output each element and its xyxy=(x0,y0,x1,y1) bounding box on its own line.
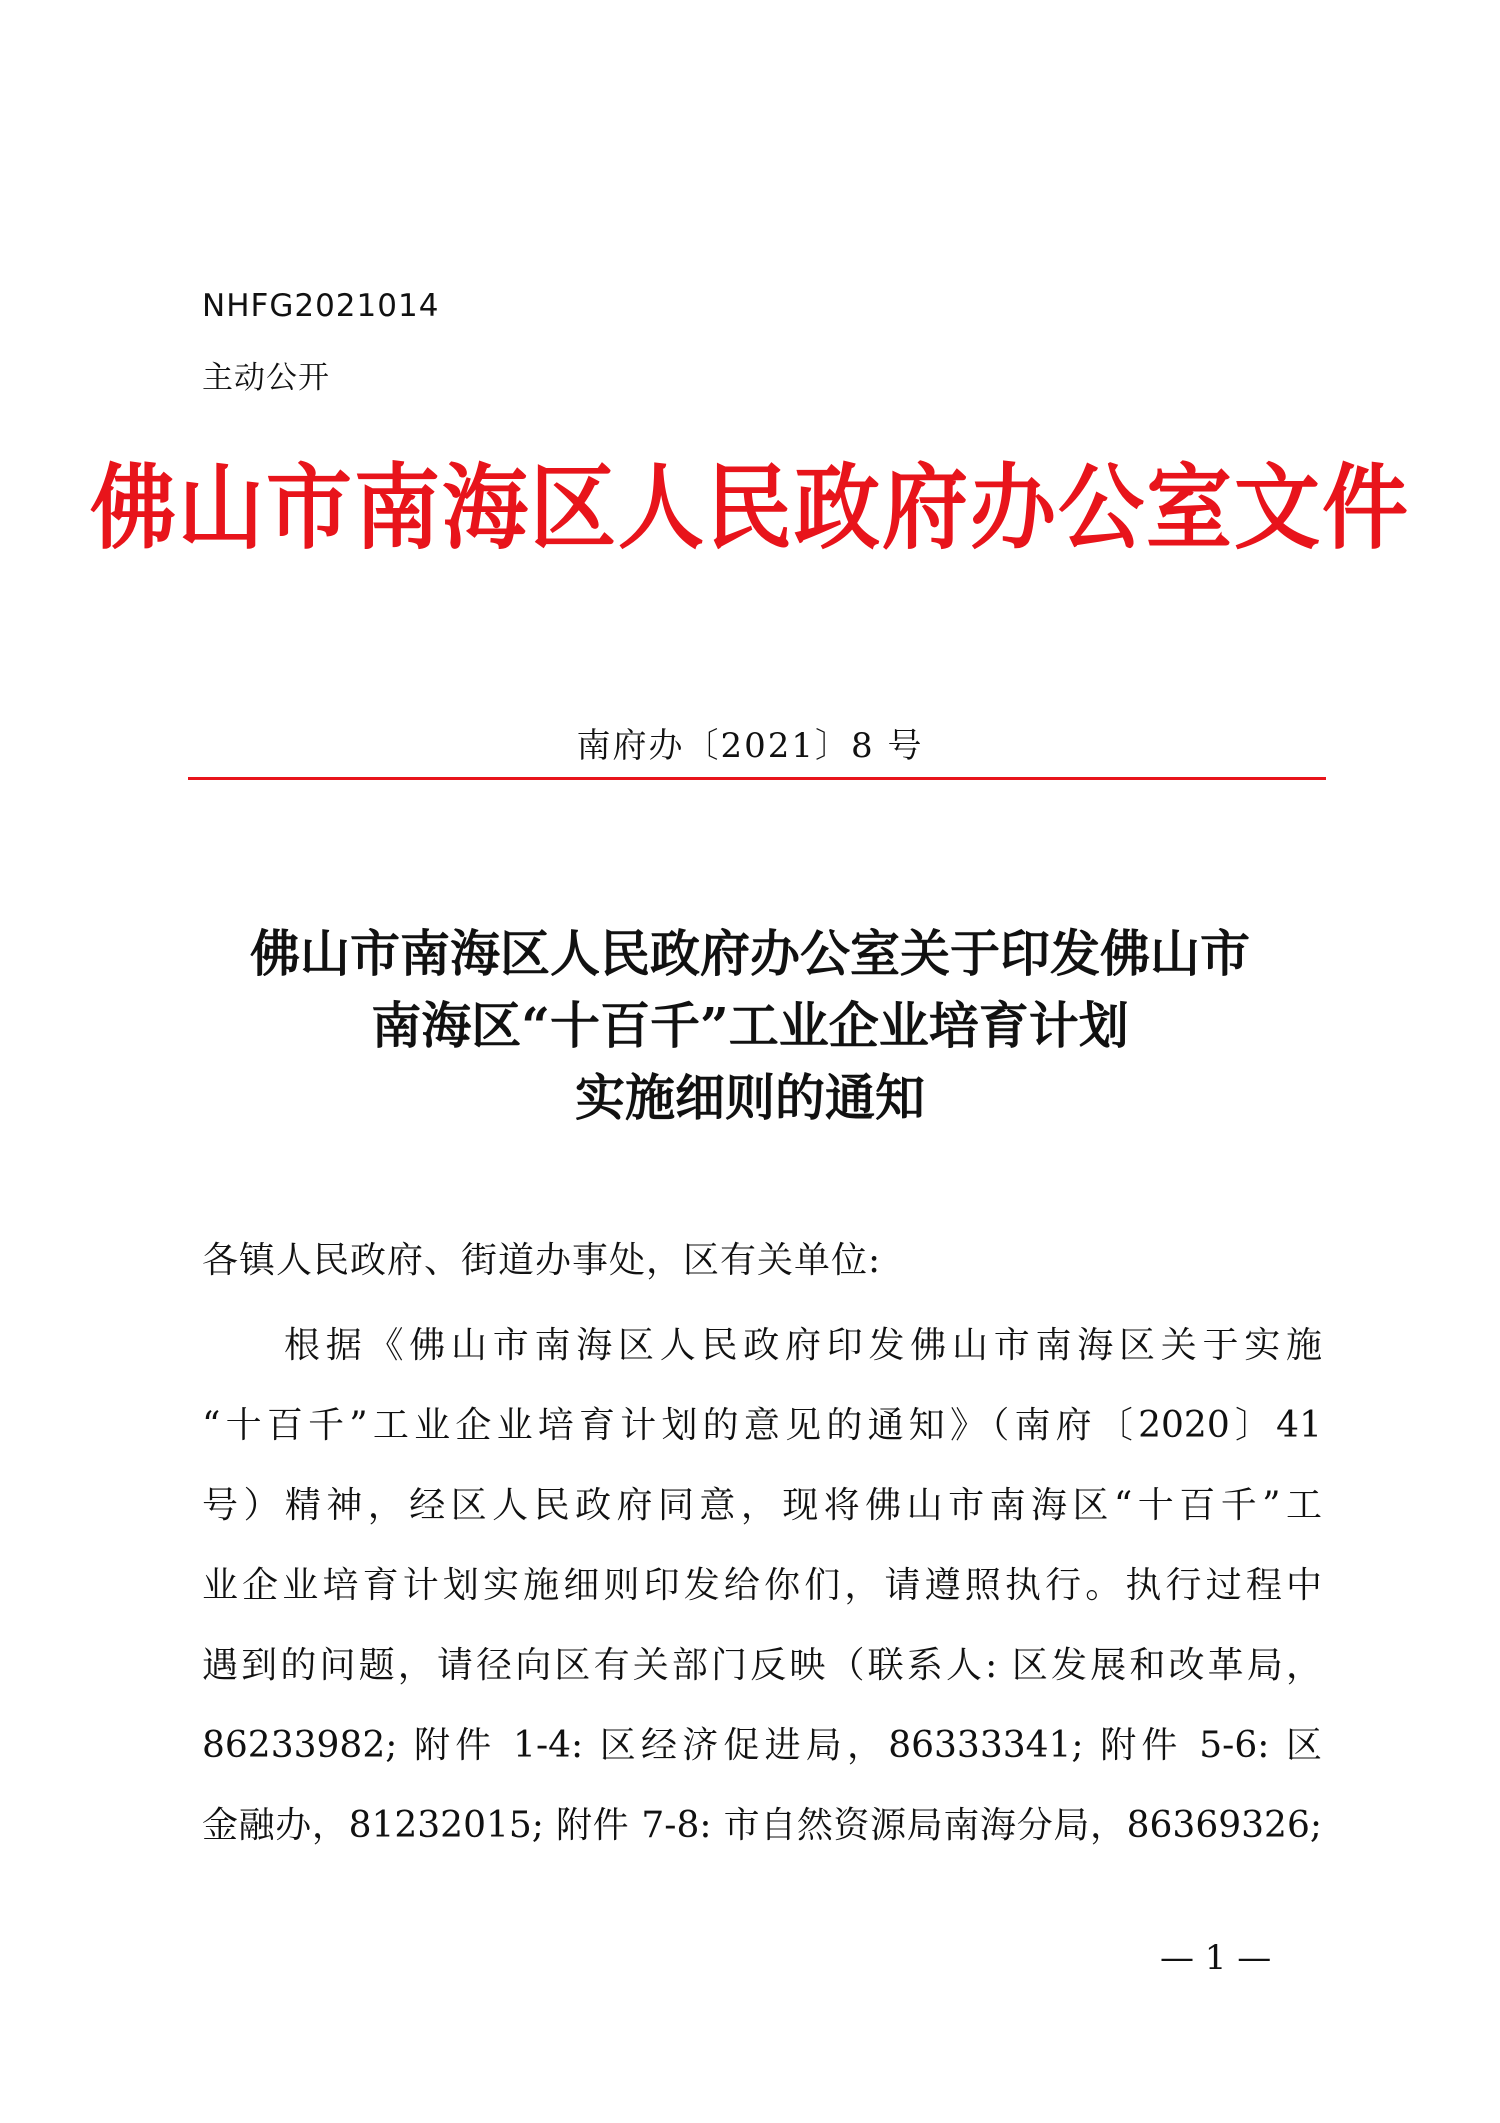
issuing-org-header: 佛山市南海区人民政府办公室文件 xyxy=(90,454,1410,563)
body-paragraph xyxy=(202,1306,1322,1866)
body-line: 号）精神，经区人民政府同意，现将佛山市南海区“十百千”工 xyxy=(202,1485,1322,1526)
title-line: 南海区“十百千”工业企业培育计划 xyxy=(371,996,1129,1055)
document-title xyxy=(0,918,1500,1134)
document-code: NHFG2021014 xyxy=(202,288,440,324)
document-number: 南府办〔2021〕8 号 xyxy=(576,726,924,766)
body-line: “十百千”工业企业培育计划的意见的通知》（南府〔2020〕41 xyxy=(202,1405,1322,1446)
page-number: — 1 — xyxy=(1160,1938,1272,1978)
body-line: 86233982; 附件 1-4: 区经济促进局，86333341; 附件 5-6: 区 xyxy=(202,1725,1322,1766)
red-divider xyxy=(188,777,1326,780)
body-line: 业企业培育计划实施细则印发给你们，请遵照执行。执行过程中 xyxy=(202,1565,1322,1606)
disclosure-label: 主动公开 xyxy=(202,360,330,396)
title-line: 实施细则的通知 xyxy=(575,1068,925,1127)
body-line: 金融办，81232015; 附件 7-8: 市自然资源局南海分局，86369326; xyxy=(202,1805,1322,1846)
addressee: 各镇人民政府、街道办事处，区有关单位: xyxy=(202,1240,882,1281)
body-line: 遇到的问题，请径向区有关部门反映（联系人: 区发展和改革局， xyxy=(202,1645,1322,1686)
title-line: 佛山市南海区人民政府办公室关于印发佛山市 xyxy=(250,924,1250,983)
body-line: 根据《佛山市南海区人民政府印发佛山市南海区关于实施 xyxy=(284,1325,1322,1366)
